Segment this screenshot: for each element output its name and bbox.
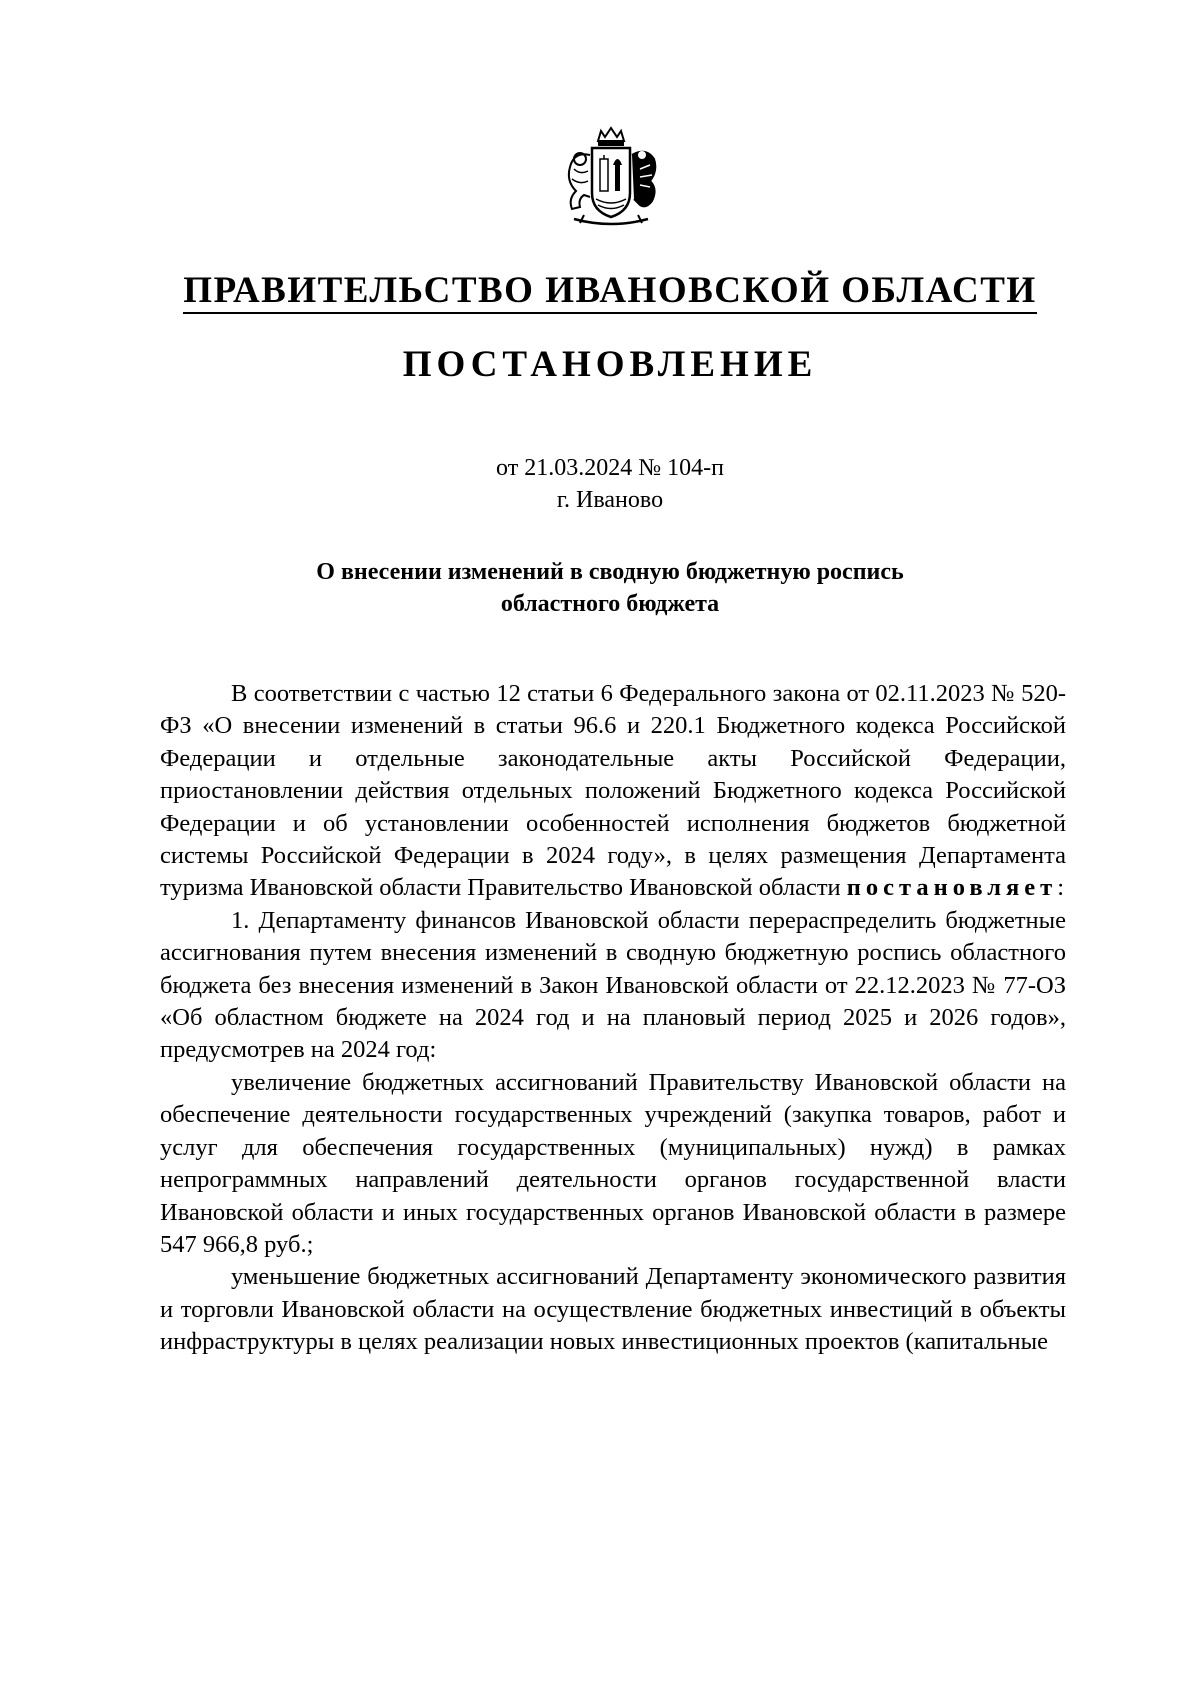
decree-word: постановляет	[846, 874, 1058, 902]
org-title: ПРАВИТЕЛЬСТВО ИВАНОВСКОЙ ОБЛАСТИ	[160, 268, 1060, 314]
body-paragraph-2: 1. Департаменту финансов Ивановской области перераспределить бюджетные ассигнования путем внесения изменений в сводную бюджетную роспись областного бюджета без внесения изменений в Закон Ивановской области от 22.12.2023 № 77-ОЗ «Об областном бюджете на 2024 год и на плановый период 2025 и 2026 годов», предусмотрев на 2024 год:	[160, 906, 1066, 1064]
body-paragraph-1: В соответствии с частью 12 статьи 6 Федерального закона от 02.11.2023 № 520-ФЗ «О внесении изменений в статьи 96.6 и 220.1 Бюджетного кодекса Российской Федерации и отдельные законодательные акты Российской Федерации, приостановлении действия отдельных положений Бюджетного кодекса Российской Федерации и об установлении особенностей исполнения бюджетов бюджетной системы Российской Федерации в 2024 году», в целях размещения Департамента туризма Ивановской области Правительство Ивановской области постановляет:	[160, 680, 1066, 902]
body-paragraph-4: уменьшение бюджетных ассигнований Департаменту экономического развития и торговли Ивановской области на осуществление бюджетных инвестиций в объекты инфраструктуры в целях реализации новых инвестиционных проектов (капитальные	[160, 1263, 1066, 1356]
subject-line-1: О внесении изменений в сводную бюджетную роспись	[316, 559, 904, 585]
coat-of-arms-icon	[560, 125, 662, 231]
document-date-number: от 21.03.2024 № 104-п	[496, 455, 724, 481]
document-body	[160, 678, 1066, 1359]
document-type: ПОСТАНОВЛЕНИЕ	[402, 344, 818, 385]
document-city: г. Иваново	[556, 487, 664, 513]
subject-line-2: областного бюджета	[500, 591, 720, 617]
document-subject	[160, 556, 1060, 620]
body-paragraph-3: увеличение бюджетных ассигнований Правительству Ивановской области на обеспечение деятельности государственных учреждений (закупка товаров, работ и услуг для обеспечения государственных (муниципальных) нужд) в рамках непрограммных направлений деятельности органов государственной власти Ивановской области и иных государственных органов Ивановской области в размере 547 966,8 руб.;	[160, 1068, 1066, 1258]
